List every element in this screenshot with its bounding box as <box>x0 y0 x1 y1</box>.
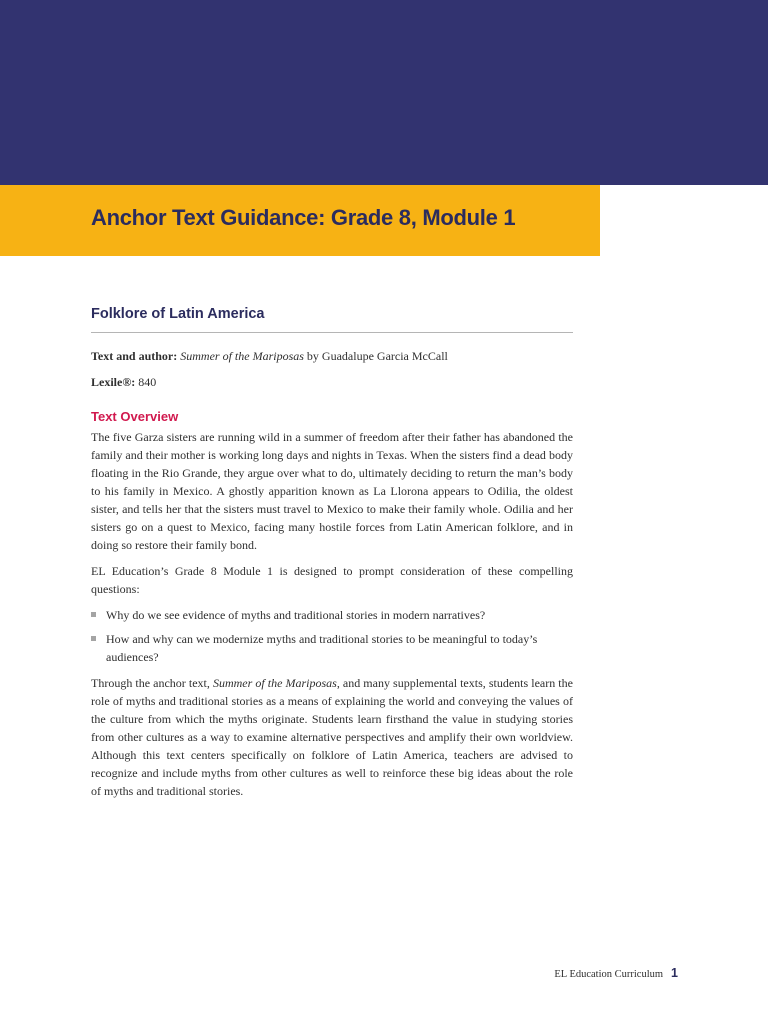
footer-label: EL Education Curriculum <box>554 969 664 980</box>
square-bullet-icon <box>91 612 96 617</box>
question-text: Why do we see evidence of myths and traditional stories in modern narratives? <box>106 608 486 622</box>
square-bullet-icon <box>91 636 96 641</box>
paragraph-rest: , and many supplemental texts, students learn the role of myths and traditional stories as a means of explaining the world and conveying the values of the culture from which the myths originate. Students learn firsthand the value in studying stories from other cultures as a way to examine alternative perspectives and amplify their own worldview. Although this text centers specifically on folklore of Latin America, teachers are advised to recognize and include myths from other cultures as well to reinforce these big ideas about the role of myths and traditional stories. <box>91 676 573 798</box>
overview-heading: Text Overview <box>91 409 179 424</box>
lexile-value: 840 <box>135 375 157 389</box>
compelling-questions-list <box>91 606 573 666</box>
header-banner <box>0 0 768 185</box>
book-title-inline: Summer of the Mariposas <box>212 676 337 690</box>
book-title: Summer of the Mariposas <box>180 349 304 363</box>
text-author-line <box>91 347 573 365</box>
overview-paragraph-2: EL Education’s Grade 8 Module 1 is designed to prompt consideration of these compelling questions: <box>91 564 573 596</box>
paragraph-lead: Through the anchor text, <box>91 676 213 690</box>
lexile-line <box>91 373 573 391</box>
page-number: 1 <box>671 966 678 980</box>
page-title: Anchor Text Guidance: Grade 8, Module 1 <box>91 205 516 230</box>
question-text: How and why can we modernize myths and traditional stories to be meaningful to today’s audiences? <box>106 632 538 664</box>
text-author-label: Text and author: <box>91 349 178 363</box>
section-title: Folklore of Latin America <box>91 306 573 333</box>
page-footer <box>554 964 678 982</box>
book-author: by Guadalupe Garcia McCall <box>303 349 448 363</box>
list-item <box>91 630 573 666</box>
overview-paragraph-3 <box>91 674 573 800</box>
list-item <box>91 606 573 624</box>
main-content <box>91 306 573 808</box>
lexile-label: Lexile®: <box>91 375 136 389</box>
overview-paragraph-1: The five Garza sisters are running wild in a summer of freedom after their father has abandoned the family and their mother is working long days and nights in Texas. When the sisters find a dead body floating in the Rio Grande, they argue over what to do, ultimately deciding to return the man’s body to his family in Mexico. A ghostly apparition known as La Llorona appears to Odilia, the oldest sister, and tells her that the sisters must travel to Mexico to make their family whole. Odilia and her sisters go on a quest to Mexico, facing many hostile forces from Latin American folklore, and in doing so restore their family bond. <box>91 430 573 552</box>
